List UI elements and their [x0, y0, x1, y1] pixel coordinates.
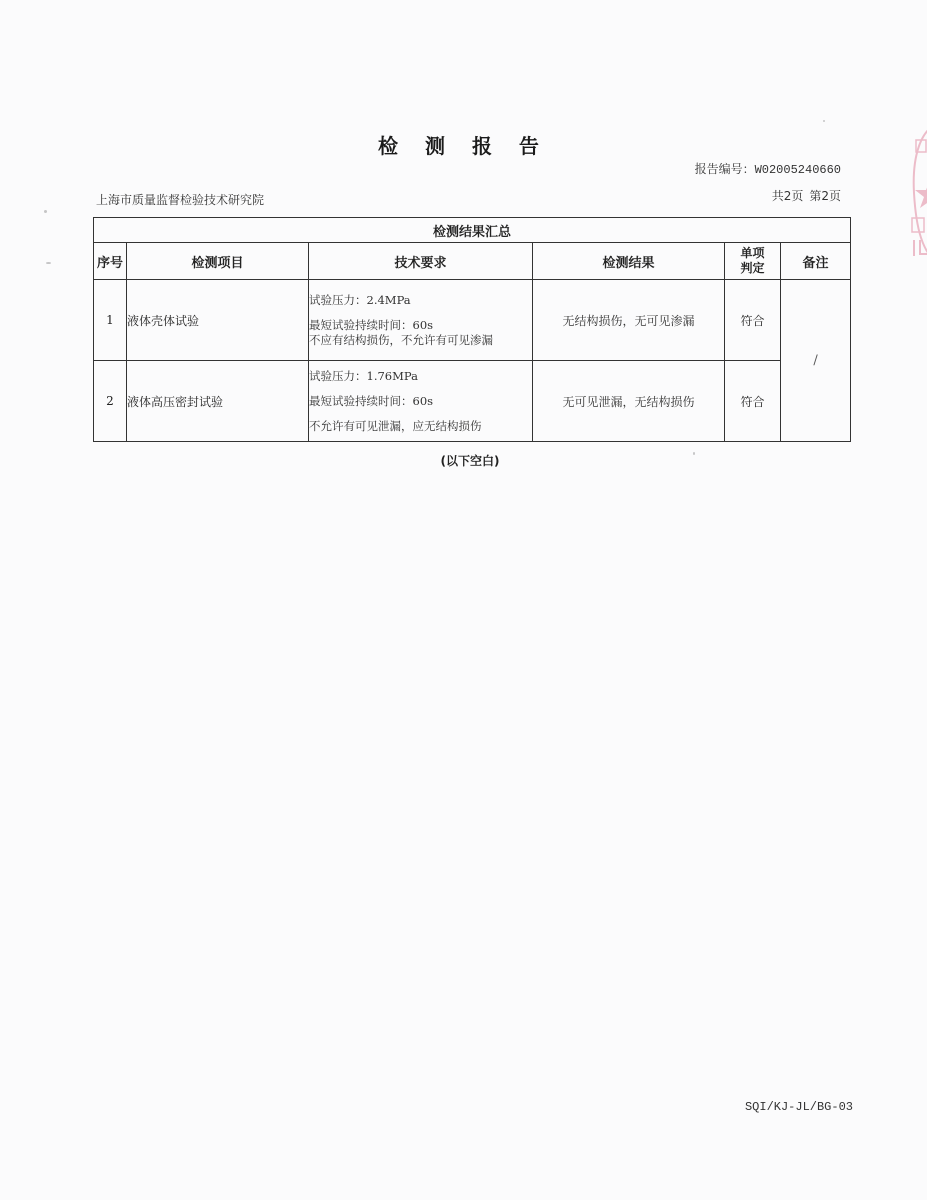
results-table	[93, 217, 851, 442]
page-indicator	[772, 187, 841, 204]
header-verdict	[725, 243, 781, 280]
scan-speck	[693, 452, 695, 455]
requirement-line: 最短试验持续时间：60s	[309, 393, 434, 408]
row-seq: 1	[94, 280, 127, 361]
star-icon	[915, 180, 927, 208]
form-code: SQI/KJ-JL/BG-03	[744, 1100, 853, 1114]
row-item: 液体壳体试验	[127, 280, 309, 361]
header-result: 检测结果	[533, 243, 725, 280]
table-header-row	[94, 243, 851, 280]
requirement-line: 试验压力：2.4MPa	[309, 292, 411, 307]
page-title: 检 测 报 告	[378, 134, 549, 158]
header-item: 检测项目	[127, 243, 309, 280]
total-pages: 共2页	[771, 189, 804, 203]
row-requirement	[309, 280, 533, 361]
requirement-line: 试验压力：1.76MPa	[309, 368, 418, 383]
scan-speck	[46, 262, 51, 264]
row-verdict: 符合	[725, 280, 781, 361]
header-verdict-line1: 单项	[740, 246, 765, 260]
row-seq: 2	[94, 361, 127, 442]
requirement-line: 不允许有可见泄漏，应无结构损伤	[309, 418, 482, 433]
row-requirement	[309, 361, 533, 442]
header-seq: 序号	[94, 243, 127, 280]
report-number-label: 报告编号：	[694, 162, 755, 176]
report-number-value: W02005240660	[754, 163, 841, 177]
institute-name: 上海市质量监督检验技术研究院	[96, 193, 265, 207]
header-requirement: 技术要求	[309, 243, 533, 280]
seal-stamp	[900, 118, 927, 268]
summary-title: 检测结果汇总	[94, 218, 851, 243]
header-remarks: 备注	[781, 243, 851, 280]
current-page: 第2页	[809, 189, 841, 203]
scan-speck	[823, 120, 825, 122]
remarks-cell: /	[781, 280, 851, 442]
row-verdict: 符合	[725, 361, 781, 442]
scan-speck	[44, 210, 47, 213]
row-result: 无结构损伤，无可见渗漏	[533, 280, 725, 361]
requirement-line: 最短试验持续时间：60s	[309, 317, 434, 332]
requirement-line: 不应有结构损伤，不允许有可见渗漏	[309, 332, 493, 347]
report-number	[695, 160, 841, 177]
table-row	[94, 361, 851, 442]
blank-note: (以下空白)	[440, 454, 500, 468]
row-result: 无可见泄漏，无结构损伤	[533, 361, 725, 442]
header-verdict-line2: 判定	[740, 261, 765, 275]
row-item: 液体高压密封试验	[127, 361, 309, 442]
table-row	[94, 280, 851, 361]
